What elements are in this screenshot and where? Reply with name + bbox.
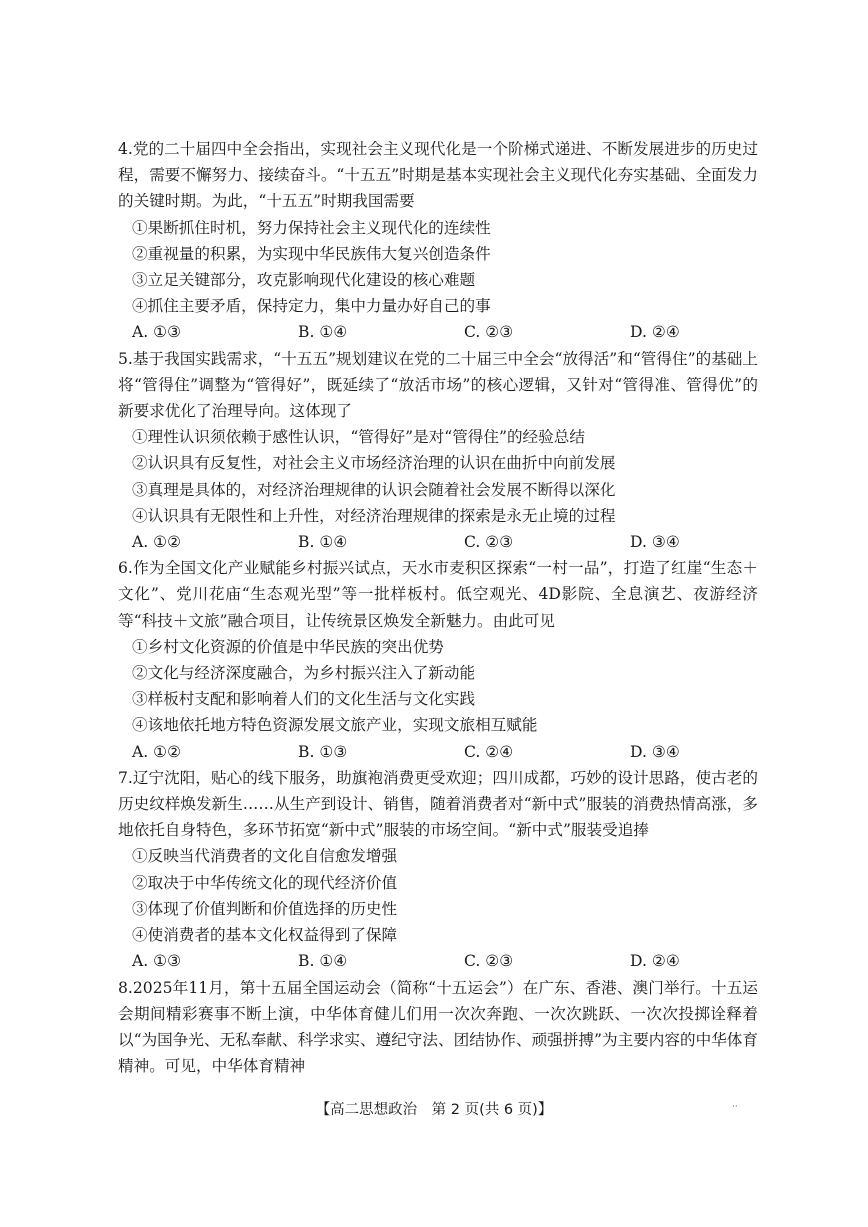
statement-2: ②认识具有反复性，对社会主义市场经济治理的认识在曲折中向前发展 (132, 454, 616, 473)
statement-2: ②文化与经济深度融合，为乡村振兴注入了新动能 (132, 664, 476, 683)
choice-b: B. ①④ (298, 533, 348, 552)
statement-4: ④该地依托地方特色资源发展文旅产业，实现文旅相互赋能 (132, 716, 538, 735)
statement-4: ④抓住主要矛盾，保持定力，集中力量办好自己的事 (132, 297, 491, 316)
question-4 (118, 136, 758, 346)
statement-4: ④使消费者的基本文化权益得到了保障 (132, 926, 398, 945)
question-list (118, 136, 758, 1079)
question-stem: 4.党的二十届四中全会指出，实现社会主义现代化是一个阶梯式递进、不断发展进步的历史过程，需要不懈努力、接续奋斗。“十五五”时期是基本实现社会主义现代化夯实基础、全面发力的关键时期。为此，“十五五”时期我国需要 (118, 140, 758, 211)
choice-d: D. ②④ (630, 952, 680, 971)
answer-choices (118, 739, 758, 765)
choice-a: A. ①② (132, 533, 182, 552)
choice-a: A. ①② (132, 742, 182, 761)
choice-c: C. ②③ (464, 952, 514, 971)
statement-3: ③体现了价值判断和价值选择的历史性 (132, 899, 398, 918)
choice-c: C. ②④ (464, 742, 514, 761)
question-stem: 8.2025年11月，第十五届全国运动会（简称“十五运会”）在广东、香港、澳门举行。十五运会期间精彩赛事不断上演，中华体育健儿们用一次次奔跑、一次次跳跃、一次次投掷诠释着以“为国争光、无私奉献、科学求实、遵纪守法、团结协作、顽强拼搏”为主要内容的中华体育精神。可见，中华体育精神 (118, 978, 758, 1076)
question-stem: 6.作为全国文化产业赋能乡村振兴试点，天水市麦积区探索“一村一品”，打造了红崖“生态＋文化”、党川花庙“生态观光型”等一批样板村。低空观光、4D影院、全息演艺、夜游经济等“科技＋文旅”融合项目，让传统景区焕发全新魅力。由此可见 (118, 559, 758, 630)
statement-1: ①理性认识须依赖于感性认识，“管得好”是对“管得住”的经验总结 (132, 428, 585, 447)
choice-c: C. ②③ (464, 323, 514, 342)
choice-b: B. ①④ (298, 323, 348, 342)
choice-b: B. ①③ (298, 742, 348, 761)
choice-b: B. ①④ (298, 952, 348, 971)
question-7 (118, 765, 758, 975)
question-5 (118, 346, 758, 556)
corner-mark: ·· (732, 1102, 738, 1112)
statement-2: ②重视量的积累，为实现中华民族伟大复兴创造条件 (132, 244, 491, 263)
statement-4: ④认识具有无限性和上升性，对经济治理规律的探索是永无止境的过程 (132, 506, 616, 525)
page-footer: 【高二思想政治 第 2 页(共 6 页)】 (315, 1102, 553, 1118)
choice-a: A. ①③ (132, 952, 182, 971)
answer-choices (118, 529, 758, 555)
question-stem: 7.辽宁沈阳，贴心的线下服务，助旗袍消费更受欢迎；四川成都，巧妙的设计思路，使古老的历史纹样焕发新生……从生产到设计、销售，随着消费者对“新中式”服装的消费热情高涨，多地依托自身特色，多环节拓宽“新中式”服装的市场空间。“新中式”服装受追捧 (118, 768, 758, 840)
choice-d: D. ③④ (630, 533, 680, 552)
answer-choices (118, 319, 758, 345)
statement-1: ①反映当代消费者的文化自信愈发增强 (132, 847, 398, 866)
statement-1: ①乡村文化资源的价值是中华民族的突出优势 (132, 637, 444, 656)
statement-1: ①果断抓住时机，努力保持社会主义现代化的连续性 (132, 218, 491, 237)
statement-3: ③真理是具体的，对经济治理规律的认识会随着社会发展不断得以深化 (132, 480, 616, 499)
choice-a: A. ①③ (132, 323, 182, 342)
answer-choices (118, 948, 758, 974)
question-8 (118, 975, 758, 1080)
choice-d: D. ③④ (630, 742, 680, 761)
statement-2: ②取决于中华传统文化的现代经济价值 (132, 873, 398, 892)
choice-d: D. ②④ (630, 323, 680, 342)
statement-3: ③立足关键部分，攻克影响现代化建设的核心难题 (132, 271, 476, 290)
choice-c: C. ②③ (464, 533, 514, 552)
question-6 (118, 555, 758, 765)
question-stem: 5.基于我国实践需求，“十五五”规划建议在党的二十届三中全会“放得活”和“管得住”的基础上将“管得住”调整为“管得好”，既延续了“放活市场”的核心逻辑，又针对“管得准、管得优”的新要求优化了治理导向。这体现了 (118, 349, 758, 421)
statement-3: ③样板村支配和影响着人们的文化生活与文化实践 (132, 690, 476, 709)
